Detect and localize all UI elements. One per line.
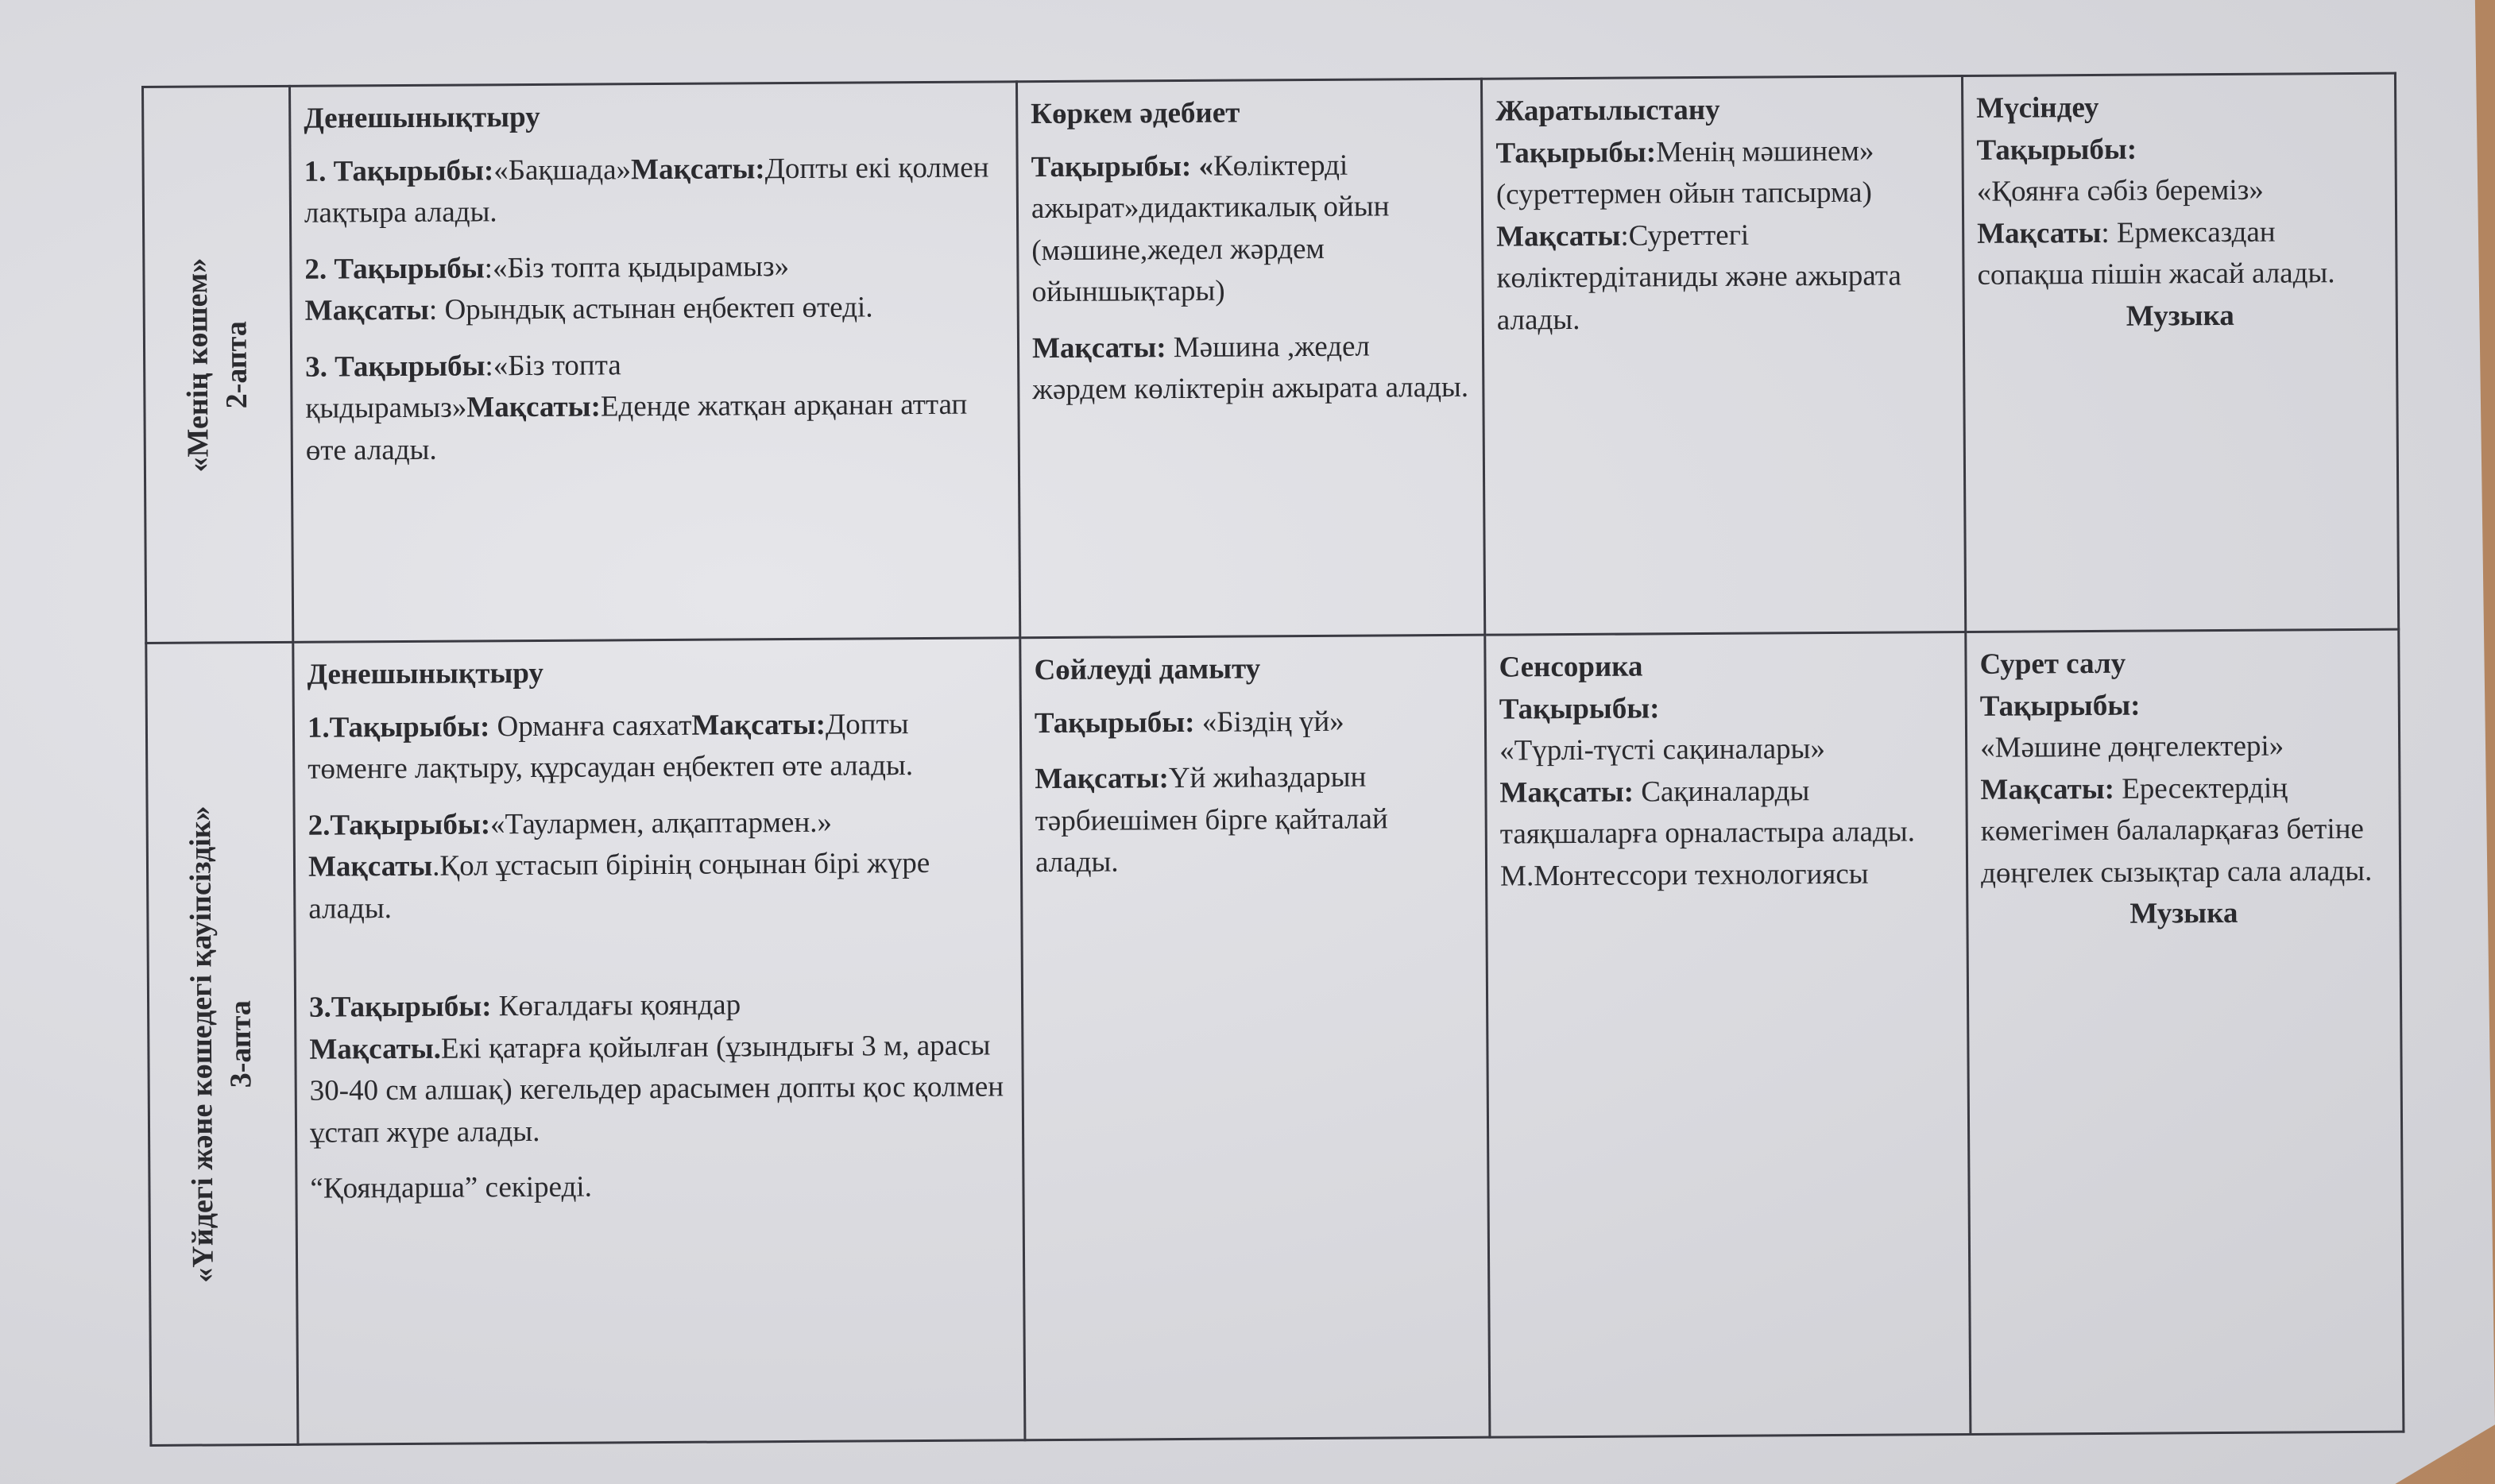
lesson-item: [304, 245, 1004, 332]
week-cell: [146, 642, 298, 1445]
lesson-item: [305, 342, 1005, 472]
lesson-topic: [1980, 683, 2387, 895]
lesson-cell: [1020, 635, 1490, 1440]
subject-title: Сенсорика: [1499, 650, 1643, 684]
topic-text: :«Біз топта қыдырамыз»: [484, 249, 790, 284]
goal-label: Мақсаты:: [1980, 772, 2115, 806]
lesson-cell: [293, 638, 1025, 1445]
subject-title: Мүсіндеу: [1976, 91, 2099, 125]
subject-title: Көркем әдебиет: [1031, 96, 1240, 131]
goal-label: Мақсаты: [308, 849, 433, 883]
topic-text: «Таулармен, алқаптармен.»: [489, 806, 833, 841]
lesson-topic: [1035, 700, 1472, 744]
lesson-topic: [1976, 127, 2382, 296]
lesson-cell: [1962, 73, 2398, 632]
goal-label: Мақсаты:: [1035, 762, 1170, 796]
topic-label: 2. Тақырыбы: [304, 251, 485, 286]
lesson-cell: [1485, 632, 1971, 1437]
goal-label: Мақсаты:: [1499, 775, 1634, 810]
topic-label: Тақырыбы:: [1499, 691, 1660, 726]
goal-label: Мақсаты:: [691, 708, 826, 742]
table-row: [146, 629, 2404, 1445]
topic-text: «Бақшада»: [493, 153, 632, 187]
goal-text: : Ермексаздан сопақша пішін жасай алады.: [1977, 215, 2335, 292]
topic-label: 1. Тақырыбы:: [304, 153, 494, 188]
topic-label: Тақырыбы:: [1034, 705, 1195, 740]
lesson-topic: [1495, 130, 1950, 342]
extra-subject: Музыка: [2126, 299, 2234, 333]
topic-text: Көгалдағы қояндар: [491, 988, 741, 1023]
goal-label: Мақсаты.: [309, 1032, 442, 1066]
lesson-cell: [1481, 76, 1965, 636]
goal-text: .Қол ұстасып бірінің соңынан бірі жүре алады.: [308, 847, 930, 926]
goal-label: Мақсаты:: [630, 152, 765, 186]
method-note: М.Монтессори технологиясы: [1499, 857, 1869, 893]
subject-title: Сөйлеуді дамыту: [1034, 652, 1261, 687]
goal-label: Мақсаты: [304, 293, 430, 327]
topic-text: «Қоянға сәбіз береміз»: [1976, 173, 2264, 208]
topic-text: «Түрлі-түсті сақиналары»: [1499, 732, 1826, 767]
goal-label: Мақсаты: [1496, 219, 1621, 253]
topic-text: «Мәшине дөңгелектері»: [1980, 729, 2284, 764]
week-label: [178, 257, 257, 472]
lesson-item: [308, 801, 1008, 930]
topic-text: «Біздің үй»: [1194, 705, 1344, 739]
subject-title: Денешынықтыру: [307, 656, 544, 691]
subject-title: Сурет салу: [1979, 647, 2126, 681]
lesson-cell: [1966, 629, 2404, 1434]
week-theme: «Менің көшем»: [180, 257, 215, 473]
lesson-cell: [1016, 79, 1484, 638]
goal-label: Мақсаты: [1977, 216, 2102, 250]
spacer: [309, 941, 1008, 987]
goal-text: Екі қатарға қойылған (ұзындығы 3 м, арасы 30-40 см алшақ) кегельдер арасымен допты қос қолмен ұстап жүре алады.: [309, 1029, 1004, 1150]
table-row: [143, 73, 2399, 643]
lesson-goal: [1035, 756, 1472, 884]
topic-label: 3.Тақырыбы:: [308, 990, 492, 1024]
subject-title: Денешынықтыру: [304, 100, 540, 135]
topic-label: 3. Тақырыбы: [305, 350, 485, 384]
extra-subject: Музыка: [2129, 897, 2238, 930]
subject-title: Жаратылыстану: [1495, 93, 1720, 128]
goal-text: Допты төменге лақтыру, құрсаудан еңбектеп өте алады.: [308, 707, 914, 786]
lesson-goal: [1032, 325, 1470, 411]
topic-text: Орманға саяхат: [489, 709, 692, 743]
goal-text: Мәшина ,жедел жәрдем көліктерін ажырата алады.: [1032, 330, 1469, 407]
lesson-plan-table: [141, 72, 2404, 1447]
week-theme: «Үйдегі және көшедегі қауіпсіздік»: [184, 805, 220, 1283]
lesson-item: [308, 703, 1008, 790]
goal-text: Допты екі қолмен лақтыра алады.: [304, 151, 989, 230]
goal-text: Еденде жатқан арқанан аттап өте алады.: [305, 388, 968, 467]
goal-text: Сақиналарды таяқшаларға орналастыра алады.: [1499, 774, 1916, 851]
topic-label: Тақырыбы:: [1979, 689, 2141, 723]
goal-text: Ересектердің көмегімен балаларқағаз бетіне дөңгелек сызықтар сала алады.: [1980, 771, 2373, 890]
lesson-topic: [1031, 144, 1468, 313]
week-cell: [143, 86, 293, 643]
goal-label: Мақсаты:: [466, 390, 601, 424]
topic-label: 2.Тақырыбы:: [308, 807, 491, 842]
lesson-item: [309, 984, 1009, 1154]
closing-note: “Қояндарша” секіреді.: [310, 1170, 592, 1206]
topic-text: Менің мәшинем» (суреттермен ойын тапсырма): [1495, 134, 1874, 211]
lesson-item: [304, 147, 1004, 234]
lesson-topic: [1499, 686, 1953, 856]
topic-label: Тақырыбы:: [1976, 133, 2137, 167]
topic-label: 1.Тақырыбы:: [307, 709, 490, 744]
goal-text: :Суреттегі көліктердітаниды және ажырата алады.: [1496, 218, 1901, 337]
topic-text: :«Біз топта қыдырамыз»: [305, 348, 621, 425]
goal-label: Мақсаты:: [1031, 330, 1166, 365]
goal-text: : Орындық астынан еңбектеп өтеді.: [428, 291, 873, 327]
topic-label: Тақырыбы:: [1495, 135, 1657, 170]
topic-text: Көліктерді ажырат»дидактикалық ойын (мәшине,жедел жәрдем ойыншықтары): [1031, 149, 1390, 309]
week-number: 3-апта: [224, 999, 258, 1088]
week-number: 2-апта: [219, 320, 254, 408]
week-label: [181, 805, 262, 1282]
goal-text: Үй жиһаздарын тәрбиешімен бірге қайталай алады.: [1035, 760, 1388, 879]
topic-label: Тақырыбы: «: [1031, 149, 1214, 184]
lesson-cell: [290, 82, 1020, 643]
